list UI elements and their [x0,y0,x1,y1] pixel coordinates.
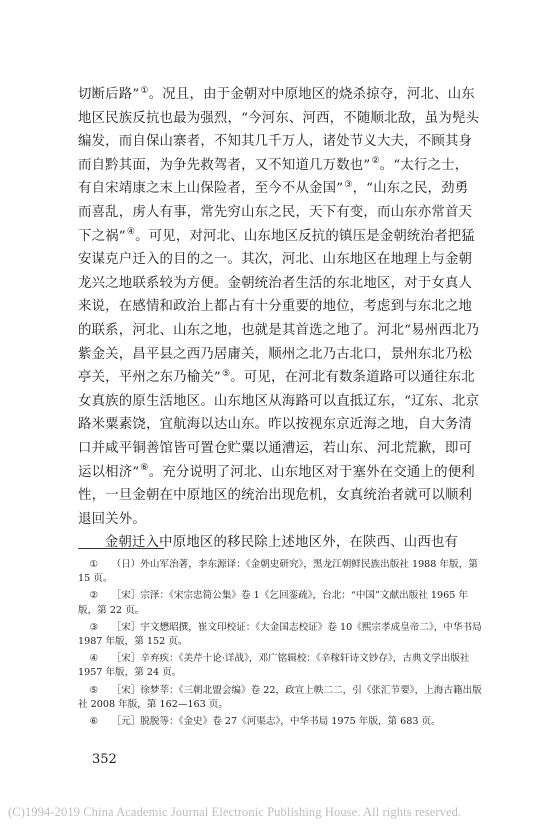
text-run: 。“太行之士，有自宋靖康之末上山保险者，至今不从金国” [78,157,469,197]
text-run: 。可见，在河北有数条道路可以通往东北女真族的原生活地区。山东地区从海路可以直抵辽东，“辽东、北京路米粟素饶，宜航海以达山东。昨以按视东京近海之地，自大务清口并咸平铜善馆皆可置仓贮粟以通漕运，若山东、河北荒歉，即可运以相济” [78,370,480,480]
body-text [78,83,480,555]
footnote-reference: ① [140,85,149,96]
footnote-text: ［元］脱脱等：《金史》卷 27《河渠志》，中华书局 1975 年版，第 683 页。 [111,716,441,728]
footnote [78,558,482,586]
footnote-reference: ⑤ [221,368,231,379]
footnote [78,652,482,680]
footnote-text: ［宋］宇文懋昭撰，崔文印校证：《大金国志校证》卷 10《熙宗孝成皇帝二》，中华书局 1987 年版，第 152 页。 [78,621,482,648]
body-paragraph [78,531,480,555]
text-run: 。充分说明了河北、山东地区对于塞外在交通上的便利性，一旦金朝在中原地区的统治出现危机，女真统治者就可以顺利退回关外。 [78,464,475,527]
footnote-reference: ③ [344,179,353,190]
footnote-text: ［宋］徐梦莘：《三朝北盟会编》卷 22，政宣上帙二二，引《张汇节要》，上海古籍出版社 2008 年版，第 162—163 页。 [78,684,482,710]
footnote-reference: ⑥ [140,463,149,474]
footnote [78,621,482,649]
footnote [78,684,482,712]
text-run: 金朝迁入中原地区的移民除上述地区外，在陕西、山西也有 [104,535,459,551]
footnote-marker: ① [89,559,99,570]
footnote [78,589,482,617]
footnote [78,715,482,729]
text-run: 。况且，由于金朝对中原地区的烧杀掠夺，河北、山东地区民族反抗也最为强烈，“今河东、河西，不随顺北敌，虽为髡头编发，而自保山寨者，不知其几千万人，诸处节义大夫，不顾其身而自黔其面，为争先救驾者，又不知道几万数也” [78,87,480,173]
footnote-marker: ⑤ [89,684,99,696]
copyright-watermark: (C)1994-2019 China Academic Journal Electronic Publishing House. All rights reserved. [8,805,462,819]
footnote-marker: ④ [89,653,99,665]
text-run: 切断后路” [78,87,140,102]
footnote-marker: ② [89,590,99,602]
footnote-reference: ② [371,156,380,167]
body-paragraph [78,83,480,531]
text-run: ，“山东之民，劲勇而喜乱，虏人有事，常先穷山东之民，天下有变，而山东亦常首天下之祸” [78,181,473,244]
footnote-reference: ④ [126,227,136,238]
page-number: 352 [92,752,117,767]
footnote-marker: ⑥ [89,716,99,728]
footnote-text: ［宋］宗泽：《宋宗忠简公集》卷 1《乞回銮疏》，台北：“中国”文献出版社 1965 年版，第 22 页。 [78,590,468,616]
footnote-divider [78,548,164,549]
footnote-text: ［宋］辛弃疾：《美芹十论·详战》，邓广铭辑校：《辛稼轩诗文钞存》，古典文学出版社 1957 年版，第 24 页。 [78,653,470,679]
footnotes [78,558,482,732]
footnote-text: （日）外山军治著，李东源译：《金朝史研究》，黑龙江朝鲜民族出版社 1988 年版，第 15 页。 [78,559,478,585]
text-run: 。可见，对河北、山东地区反抗的镇压是金朝统治者把猛安谋克户迁入的目的之一。其次，河北、山东地区在地理上与金朝龙兴之地联系较为方便。金朝统治者生活的东北地区，对于女真人来说，在感情和政治上都占有十分重要的地位，考虑到与东北之地的联系，河北、山东之地，也就是其首选之地了。河北“易州西北乃紫金关，昌平县之西乃居庸关，顺州之北乃古北口，景州东北乃松亭关，平州之东乃榆关” [78,228,480,386]
footnote-marker: ③ [89,621,99,633]
